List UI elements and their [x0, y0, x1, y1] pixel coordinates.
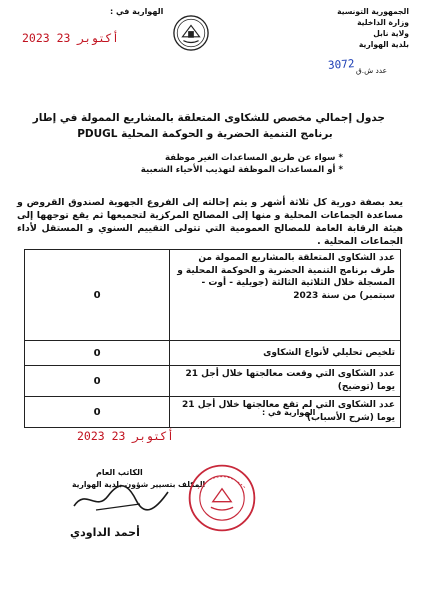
- table-row: [25, 397, 401, 428]
- ministry-name: وزارة الداخلية: [357, 18, 409, 27]
- intro-paragraph: يعد بصفة دورية كل ثلاثة أشهر و يتم إحالته إلى الفروع الجهوية لصندوق القروض و مساعدة الجماعات المحلية و منها إلى المصالح المركزية لتجميعها ثم يقع توجهها إلى هيئة الرقابة العامة للمصالح العمومية التي تتولى التقييم السنوي و المستقل لأداء الجماعات المحلية .: [17, 197, 403, 247]
- official-stamp-icon: [185, 461, 259, 535]
- place-label-bottom: الهوارية في :: [262, 408, 316, 417]
- emblem-icon: [172, 14, 210, 52]
- table-cell-label: عدد الشكاوى المتعلقة بالمشاريع الممولة من طرف برنامج التنمية الحضرية و الحوكمة المحلية و المسجلة خلال الثلاثية الثالثة (جويلية - أوت - سبتمبر) من سنة 2023: [170, 250, 401, 341]
- table-row: [25, 366, 401, 397]
- bullet-item: * سواء عن طريق المساعدات الغير موظفة: [164, 153, 343, 163]
- municipality-name: بلدية الهوارية: [358, 40, 409, 49]
- date-stamp-bottom: 2023 أكتوبر 23: [77, 429, 174, 443]
- table-cell-label: عدد الشكاوى التي لم تقع معالجتها خلال أجل 21 يوما (شرح الأسباب): [170, 397, 401, 428]
- table-cell-value: 0: [25, 250, 170, 341]
- governorate-name: ولاية نابل: [373, 29, 409, 38]
- header-block: [289, 6, 409, 50]
- reference-number: 3072: [327, 57, 355, 72]
- document-title: [25, 110, 385, 142]
- reference-label: عدد ش.ق: [356, 66, 388, 75]
- table-row: [25, 341, 401, 366]
- bullet-item: * أو المساعدات الموظفة لتهذيب الأحياء الشعبية: [140, 165, 343, 175]
- table-cell-label: تلخيص تحليلي لأنواع الشكاوى: [170, 341, 401, 366]
- date-stamp-top: 2023 أكتوبر 23: [22, 31, 119, 45]
- table-row: [25, 250, 401, 341]
- complaints-table: [24, 249, 401, 428]
- place-label-top: الهوارية في :: [110, 7, 164, 16]
- handwritten-signature-icon: [66, 478, 176, 518]
- title-line-1: جدول إجمالي مخصص للشكاوى المتعلقة بالمشاريع الممولة في إطار: [32, 112, 385, 124]
- signatory-title: الكاتب العام: [96, 468, 143, 477]
- title-line-2: برنامج التنمية الحضرية و الحوكمة المحلية PDUGL: [77, 128, 333, 140]
- signatory-subtitle: المكلف بتسيير شؤون بلدية الهوارية: [72, 480, 206, 489]
- table-cell-value: 0: [25, 397, 170, 428]
- signatory-name: أحمد الداودي: [70, 526, 140, 539]
- country-name: الجمهورية التونسية: [337, 7, 409, 16]
- bullet-list: [103, 152, 343, 176]
- table-cell-value: 0: [25, 366, 170, 397]
- table-cell-label: عدد الشكاوى التي وقعت معالجتها خلال أجل 21 يوما (توضيح): [170, 366, 401, 397]
- table-cell-value: 0: [25, 341, 170, 366]
